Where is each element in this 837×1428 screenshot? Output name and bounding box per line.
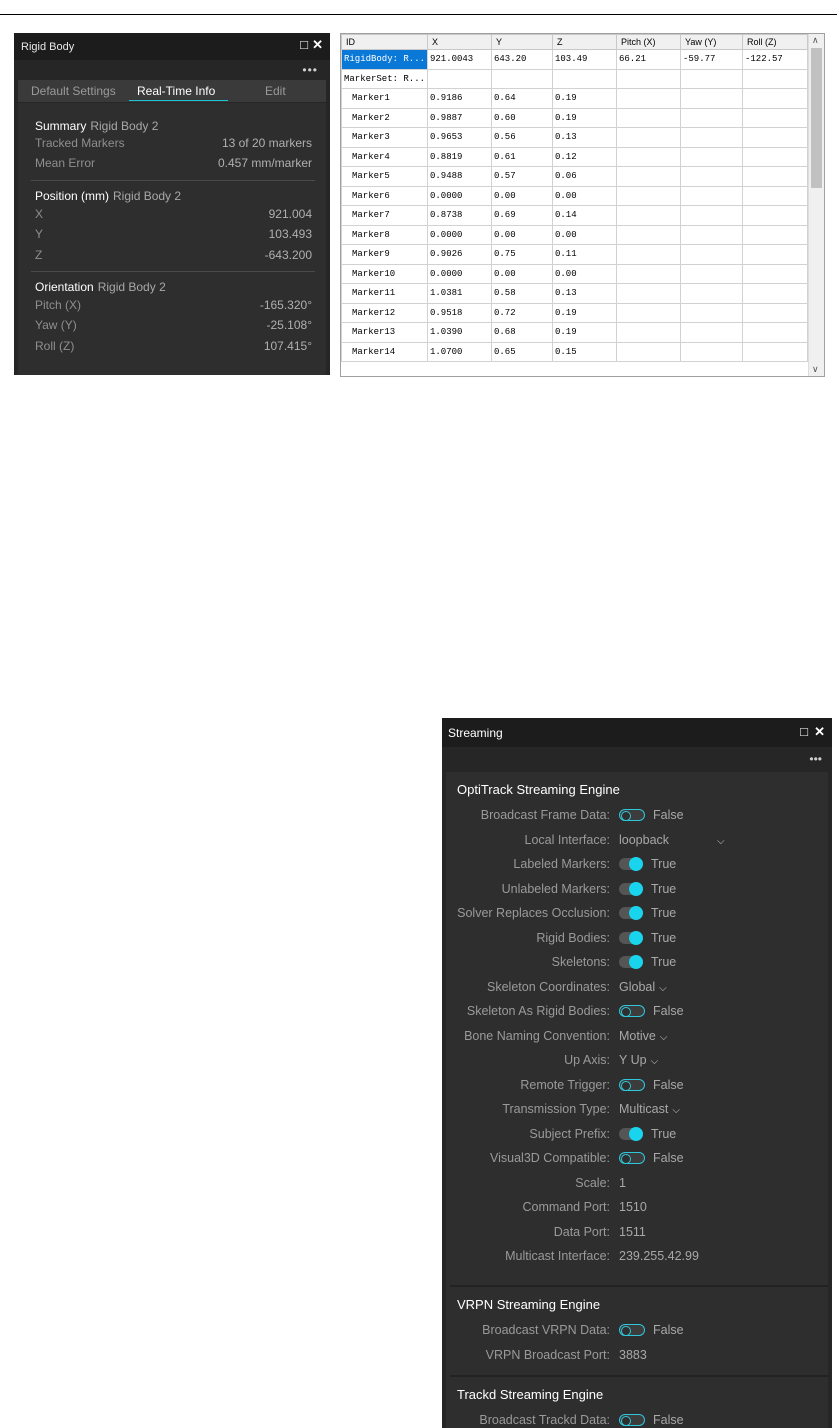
table-cell[interactable]: 0.00 [492,264,553,284]
setting-label: Unlabeled Markers: [501,881,610,896]
column-header[interactable]: Pitch (X) [617,35,681,50]
table-cell[interactable]: 0.11 [553,245,617,265]
table-row[interactable] [342,186,808,206]
table-cell[interactable]: Marker11 [342,284,428,304]
toggle-on-icon[interactable] [619,858,643,870]
table-cell[interactable] [681,108,743,128]
table-cell[interactable] [681,284,743,304]
setting-row [446,1249,828,1267]
table-row[interactable] [342,69,808,89]
toggle-knob [629,1127,643,1141]
yaw-row: Yaw (Y) -25.108° [35,318,312,332]
table-cell[interactable]: 0.00 [553,264,617,284]
toggle-value: True [651,930,677,945]
setting-row [446,808,828,826]
setting-label: Skeleton Coordinates: [487,979,610,994]
dropdown-value: Y Up [619,1053,647,1067]
chevron-down-icon[interactable]: ⌵ [650,1056,659,1067]
table-cell[interactable] [617,108,681,128]
toggle-value: True [651,906,677,920]
data-table-panel [340,33,825,377]
divider [31,180,315,181]
setting-row [446,906,828,924]
toggle-knob [629,906,643,920]
maximize-icon[interactable]: □ [300,37,308,52]
toggle-switch[interactable] [619,1323,684,1337]
table-cell[interactable] [743,147,808,167]
table-cell[interactable]: 0.65 [492,342,553,362]
table-body [342,50,808,362]
setting-row [446,1029,828,1047]
table-cell[interactable] [617,284,681,304]
toggle-knob [621,1326,631,1336]
table-cell[interactable] [681,89,743,109]
close-icon[interactable]: ✕ [312,37,323,52]
tracked-markers-row: Tracked Markers 13 of 20 markers [35,136,312,150]
text-value-field[interactable]: 3883 [619,1347,647,1362]
table-cell[interactable]: RigidBody: R... [342,50,428,70]
table-cell[interactable]: 0.15 [553,342,617,362]
table-cell[interactable] [617,186,681,206]
toggle-off-icon[interactable] [619,1414,645,1426]
table-cell[interactable] [428,69,492,89]
dropdown-select[interactable] [619,1053,658,1067]
setting-label: Broadcast Frame Data: [480,808,610,822]
table-cell[interactable]: 0.75 [492,245,553,265]
more-options-icon[interactable]: ••• [809,752,822,766]
summary-subject: Rigid Body 2 [90,119,159,133]
table-row[interactable] [342,245,808,265]
table-cell[interactable]: Marker7 [342,206,428,226]
table-cell[interactable]: Marker5 [342,167,428,187]
table-row[interactable] [342,167,808,187]
scroll-up-icon[interactable]: ∧ [812,35,819,45]
table-cell[interactable]: 103.49 [553,50,617,70]
scroll-down-icon[interactable]: ∨ [812,364,819,374]
table-cell[interactable] [743,284,808,304]
text-value-field[interactable]: 1 [619,1175,626,1190]
mean-error-row: Mean Error 0.457 mm/marker [35,156,312,170]
table-cell[interactable]: 0.8819 [428,147,492,167]
table-header-row [342,35,808,50]
table-cell[interactable]: 0.9488 [428,167,492,187]
table-row[interactable] [342,284,808,304]
dropdown-value: Multicast [619,1102,669,1116]
orientation-subject: Rigid Body 2 [97,280,166,294]
setting-row [446,857,828,875]
table-cell[interactable] [743,303,808,323]
toggle-off-icon[interactable] [619,809,645,821]
toggle-switch[interactable] [619,906,676,920]
setting-label: Solver Replaces Occlusion: [457,906,610,920]
toggle-off-icon[interactable] [619,1324,645,1336]
table-cell[interactable]: 0.9026 [428,245,492,265]
setting-row [446,931,828,949]
column-header[interactable]: ID [342,35,428,50]
table-row[interactable] [342,264,808,284]
setting-label: Skeleton As Rigid Bodies: [466,1004,610,1018]
table-cell[interactable] [617,147,681,167]
position-y-row: Y 103.493 [35,227,312,241]
setting-row [446,1413,828,1428]
table-row[interactable] [342,225,808,245]
toggle-switch[interactable] [619,1413,684,1427]
setting-row [446,1323,828,1341]
toggle-switch[interactable] [619,1151,684,1165]
setting-label: Command Port: [522,1200,610,1214]
table-cell[interactable]: 1.0700 [428,342,492,362]
pitch-row: Pitch (X) -165.320° [35,298,312,312]
table-row[interactable] [342,128,808,148]
table-cell[interactable]: 0.57 [492,167,553,187]
setting-label: Broadcast Trackd Data: [479,1413,610,1427]
table-cell[interactable]: 643.20 [492,50,553,70]
toggle-off-icon[interactable] [619,1079,645,1091]
setting-row [446,1176,828,1194]
setting-row [446,1348,828,1366]
table-cell[interactable]: 0.61 [492,147,553,167]
table-row[interactable] [342,303,808,323]
setting-row [446,955,828,973]
table-cell[interactable]: -59.77 [681,50,743,70]
table-cell[interactable]: -122.57 [743,50,808,70]
toggle-knob [629,857,643,871]
table-cell[interactable]: Marker8 [342,225,428,245]
table-cell[interactable]: 0.0000 [428,225,492,245]
vertical-scrollbar[interactable] [808,34,824,376]
table-cell[interactable]: 0.00 [492,186,553,206]
toggle-value: False [653,1077,684,1092]
table-cell[interactable] [681,167,743,187]
chevron-down-icon[interactable]: ⌵ [659,1031,668,1043]
setting-label: Data Port: [553,1224,610,1239]
dropdown-value: Global [619,979,656,994]
chevron-down-icon[interactable]: ⌵ [717,835,725,847]
real-time-info-content [18,103,326,375]
table-cell[interactable]: 0.68 [492,323,553,343]
table-cell[interactable] [617,206,681,226]
table-cell[interactable]: 0.69 [492,206,553,226]
setting-row [446,1225,828,1243]
table-cell[interactable]: 0.14 [553,206,617,226]
setting-label: Up Axis: [564,1053,610,1067]
table-row[interactable] [342,108,808,128]
table-row[interactable] [342,206,808,226]
column-header[interactable]: X [428,35,492,50]
toggle-value: False [653,1413,684,1427]
table-cell[interactable]: 0.0000 [428,264,492,284]
mean-error-value: 0.457 mm/marker [217,156,312,170]
dropdown-select[interactable] [619,1029,667,1043]
toggle-off-icon[interactable] [619,1152,645,1164]
setting-label: Rigid Bodies: [536,930,610,945]
table-cell[interactable]: 0.12 [553,147,617,167]
column-header[interactable]: Roll (Z) [743,35,808,50]
setting-row [446,1053,828,1071]
table-cell[interactable] [617,342,681,362]
table-cell[interactable]: Marker10 [342,264,428,284]
scrollbar-thumb[interactable] [811,48,822,188]
chevron-down-icon[interactable]: ⌵ [659,982,667,994]
setting-row [446,1151,828,1169]
toggle-switch[interactable] [619,808,684,822]
toggle-switch[interactable] [619,931,676,945]
toggle-on-icon[interactable] [619,956,643,968]
table-cell[interactable] [617,69,681,89]
table-cell[interactable]: 0.9887 [428,108,492,128]
dropdown-select[interactable] [619,980,667,994]
table-row[interactable] [342,342,808,362]
table-cell[interactable] [681,323,743,343]
table-cell[interactable] [743,264,808,284]
table-cell[interactable] [743,89,808,109]
table-cell[interactable] [681,264,743,284]
table-cell[interactable]: 0.0000 [428,186,492,206]
table-cell[interactable]: 0.19 [553,323,617,343]
data-table [341,34,808,362]
text-value-field[interactable]: 1510 [619,1200,647,1214]
toggle-value: False [653,808,684,822]
table-cell[interactable]: 921.0043 [428,50,492,70]
table-cell[interactable]: Marker9 [342,245,428,265]
setting-label: Transmission Type: [502,1102,610,1116]
maximize-icon[interactable]: □ [800,724,808,739]
table-cell[interactable]: 0.19 [553,108,617,128]
toggle-value: True [651,857,677,871]
column-header[interactable]: Y [492,35,553,50]
rigid-body-title-bar [14,33,330,60]
table-cell[interactable] [743,69,808,89]
table-cell[interactable] [743,108,808,128]
table-cell[interactable]: 0.56 [492,128,553,148]
setting-label: Remote Trigger: [520,1077,610,1092]
toggle-knob [621,1416,631,1426]
toggle-knob [629,931,643,945]
table-cell[interactable] [617,225,681,245]
toggle-knob [629,882,643,896]
table-cell[interactable] [743,206,808,226]
table-cell[interactable]: 0.9653 [428,128,492,148]
close-icon[interactable]: ✕ [814,724,825,739]
toggle-switch[interactable] [619,1004,684,1018]
table-cell[interactable] [743,342,808,362]
table-cell[interactable]: 0.9186 [428,89,492,109]
divider [31,271,315,272]
toggle-switch[interactable] [619,857,676,871]
table-cell[interactable] [681,225,743,245]
position-subject: Rigid Body 2 [113,189,182,203]
table-cell[interactable]: 0.9518 [428,303,492,323]
table-cell[interactable] [617,245,681,265]
table-cell[interactable]: Marker13 [342,323,428,343]
section-divider [450,1375,828,1377]
section-heading: VRPN Streaming Engine [457,1297,601,1312]
table-cell[interactable]: 1.0390 [428,323,492,343]
table-cell[interactable]: 0.19 [553,303,617,323]
table-cell[interactable]: 0.72 [492,303,553,323]
table-cell[interactable] [743,167,808,187]
setting-label: Multicast Interface: [505,1249,610,1263]
table-cell[interactable] [743,323,808,343]
text-value-field[interactable]: 239.255.42.99 [619,1249,699,1263]
table-cell[interactable]: 0.06 [553,167,617,187]
streaming-title-bar [442,718,832,747]
table-row[interactable] [342,323,808,343]
setting-label: Local Interface: [524,832,610,847]
table-cell[interactable] [617,303,681,323]
position-x-row: X 921.004 [35,207,312,221]
table-cell[interactable]: 0.60 [492,108,553,128]
table-cell[interactable] [681,69,743,89]
toggle-knob [621,1154,631,1164]
table-cell[interactable] [492,69,553,89]
more-options-icon[interactable]: ••• [302,63,318,77]
table-row[interactable] [342,50,808,70]
text-value-field[interactable]: 1511 [619,1224,646,1239]
toggle-switch[interactable] [619,882,676,896]
table-cell[interactable] [681,147,743,167]
toggle-switch[interactable] [619,1078,684,1092]
table-cell[interactable]: Marker6 [342,186,428,206]
table-cell[interactable]: 0.19 [553,89,617,109]
tab-real-time-info[interactable]: Real-Time Info [137,84,216,98]
streaming-settings [446,772,828,1428]
roll-row: Roll (Z) 107.415° [35,339,312,353]
toggle-on-icon[interactable] [619,1128,643,1140]
table-cell[interactable] [681,342,743,362]
position-heading: Position (mm) Rigid Body 2 [35,189,182,203]
table-cell[interactable] [743,128,808,148]
table-cell[interactable]: 0.13 [553,284,617,304]
table-cell[interactable] [681,245,743,265]
table-cell[interactable]: Marker14 [342,342,428,362]
summary-heading: Summary Rigid Body 2 [35,119,159,133]
table-cell[interactable] [681,128,743,148]
chevron-down-icon[interactable]: ⌵ [672,1105,680,1116]
toggle-knob [629,955,643,969]
toggle-knob [621,811,631,821]
table-cell[interactable] [617,89,681,109]
toggle-value: True [651,1126,677,1141]
table-cell[interactable]: 0.00 [553,186,617,206]
dropdown-select[interactable] [619,1102,680,1116]
toggle-off-icon[interactable] [619,1005,645,1017]
table-cell[interactable]: Marker4 [342,147,428,167]
table-cell[interactable] [617,128,681,148]
toggle-knob [621,1081,631,1091]
dropdown-select[interactable] [619,833,725,847]
page-top-rule [0,14,837,15]
table-cell[interactable] [681,303,743,323]
toggle-switch[interactable] [619,1127,676,1141]
section-divider [450,1285,828,1287]
section-heading: Trackd Streaming Engine [457,1387,604,1402]
toggle-value: True [651,881,677,896]
table-cell[interactable] [617,323,681,343]
table-row[interactable] [342,147,808,167]
table-cell[interactable]: 1.0381 [428,284,492,304]
toggle-value: False [653,1004,684,1018]
setting-row [446,882,828,900]
table-cell[interactable] [553,69,617,89]
toggle-on-icon[interactable] [619,883,643,895]
setting-label: Skeletons: [551,955,610,969]
column-header[interactable]: Yaw (Y) [681,35,743,50]
setting-label: Labeled Markers: [513,857,610,871]
table-cell[interactable]: 66.21 [617,50,681,70]
toggle-value: False [653,1323,684,1337]
tab-edit[interactable]: Edit [265,84,286,98]
setting-row [446,1127,828,1145]
toggle-on-icon[interactable] [619,907,643,919]
table-cell[interactable]: Marker1 [342,89,428,109]
rigid-body-panel [14,33,330,375]
setting-label: VRPN Broadcast Port: [485,1347,610,1362]
tab-default-settings[interactable]: Default Settings [31,84,116,98]
table-cell[interactable] [743,245,808,265]
streaming-panel [442,718,832,1428]
table-cell[interactable]: 0.58 [492,284,553,304]
table-cell[interactable] [617,167,681,187]
table-cell[interactable]: 0.00 [492,225,553,245]
position-z-row: Z -643.200 [35,248,312,262]
section-heading: OptiTrack Streaming Engine [457,782,620,797]
rigid-body-title: Rigid Body [21,41,75,53]
toggle-switch[interactable] [619,955,676,969]
dropdown-value: loopback [619,832,670,847]
setting-row [446,1102,828,1120]
setting-label: Subject Prefix: [529,1126,610,1141]
active-tab-indicator [129,100,228,101]
toggle-on-icon[interactable] [619,932,643,944]
tracked-markers-value: 13 of 20 markers [221,136,312,150]
orientation-heading: Orientation Rigid Body 2 [35,280,166,294]
setting-row [446,1004,828,1022]
table-cell[interactable] [681,186,743,206]
table-cell[interactable]: Marker3 [342,128,428,148]
table-cell[interactable] [743,186,808,206]
table-cell[interactable] [681,206,743,226]
table-cell[interactable] [743,225,808,245]
table-cell[interactable]: MarkerSet: R... [342,69,428,89]
dropdown-value: Motive [619,1028,656,1043]
table-cell[interactable] [617,264,681,284]
toggle-value: False [653,1151,684,1165]
setting-label: Broadcast VRPN Data: [482,1323,610,1337]
rigid-body-tabs [18,80,326,102]
table-cell[interactable]: 0.8738 [428,206,492,226]
table-cell[interactable]: 0.00 [553,225,617,245]
setting-label: Visual3D Compatible: [490,1151,610,1165]
table-cell[interactable]: 0.64 [492,89,553,109]
toggle-knob [621,1007,631,1017]
setting-label: Scale: [575,1175,610,1190]
setting-label: Bone Naming Convention: [464,1028,610,1043]
table-cell[interactable]: Marker2 [342,108,428,128]
setting-row [446,980,828,998]
setting-row [446,1078,828,1096]
setting-row [446,1200,828,1218]
toggle-value: True [651,955,677,969]
table-cell[interactable]: 0.13 [553,128,617,148]
streaming-title: Streaming [448,726,503,740]
table-cell[interactable]: Marker12 [342,303,428,323]
setting-row [446,833,828,851]
table-row[interactable] [342,89,808,109]
column-header[interactable]: Z [553,35,617,50]
